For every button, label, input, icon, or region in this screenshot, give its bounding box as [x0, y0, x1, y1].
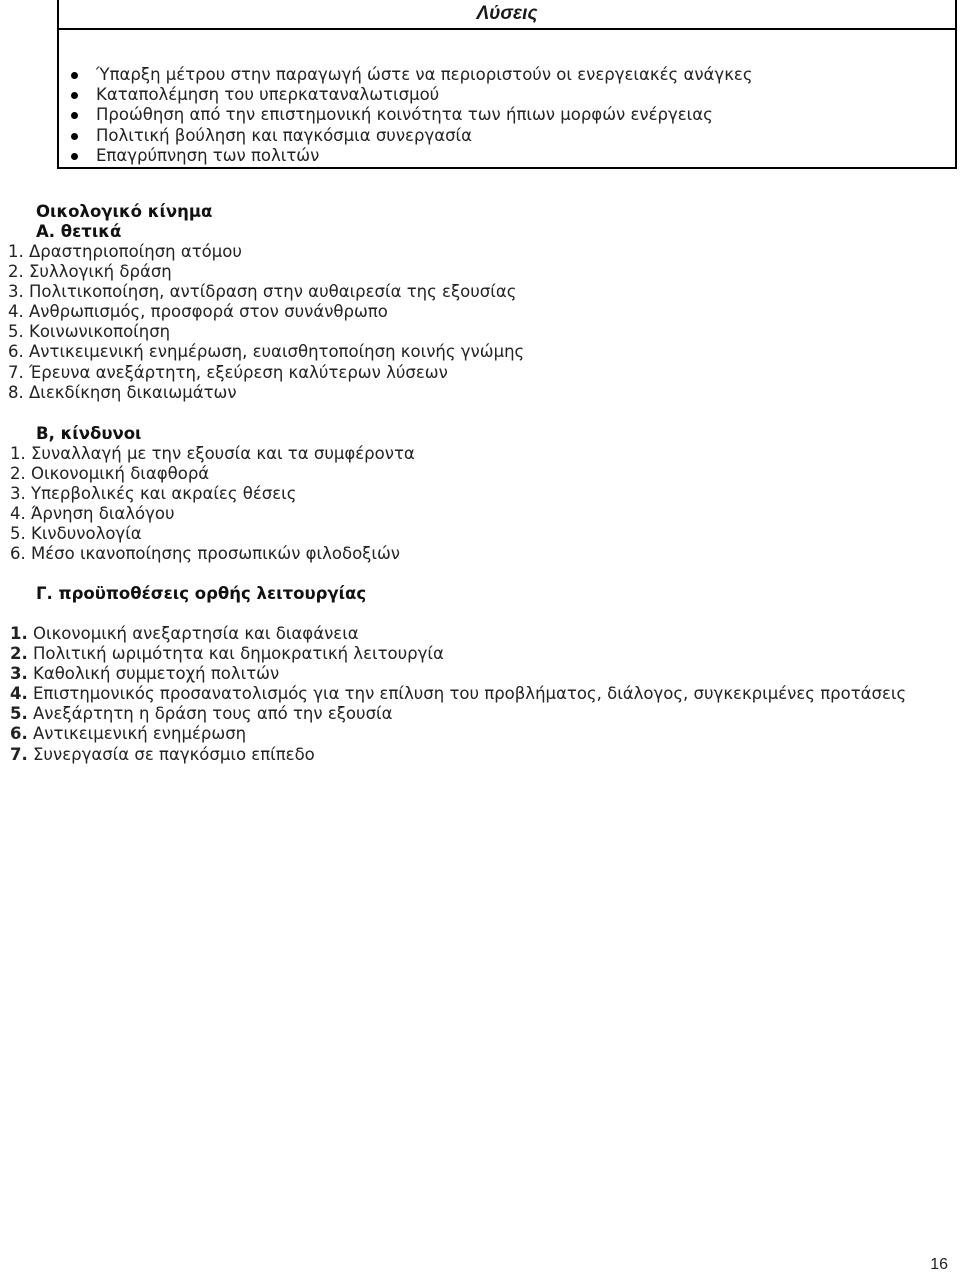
list-item: 3. Πολιτικοποίηση, αντίδραση στην αυθαιρεσία της εξουσίας: [8, 282, 517, 302]
list-item: 5. Κινδυνολογία: [10, 524, 142, 544]
list-item: 6. Αντικειμενική ενημέρωση, ευαισθητοποίηση κοινής γνώμης: [8, 342, 525, 362]
section-subtitle: Α. θετικά: [36, 222, 122, 241]
section-title: Γ. προϋποθέσεις ορθής λειτουργίας: [36, 584, 367, 603]
list-item: Επαγρύπνηση των πολιτών: [59, 146, 955, 166]
prerequisites-list: [0, 624, 960, 765]
list-item: 7. Έρευνα ανεξάρτητη, εξεύρεση καλύτερων λύσεων: [8, 362, 448, 382]
list-item: Προώθηση από την επιστημονική κοινότητα των ήπιων μορφών ενέργειας: [59, 105, 955, 125]
list-item: 2. Οικονομική διαφθορά: [10, 464, 210, 484]
list-item: 4. Επιστημονικός προσανατολισμός για την επίλυση του προβλήματος, διάλογος, συγκεκριμένες προτάσεις: [10, 684, 907, 704]
page-number: 16: [930, 1256, 948, 1273]
section-title: Β, κίνδυνοι: [36, 424, 142, 443]
bullet-icon: [71, 112, 78, 119]
solutions-table: [57, 0, 957, 169]
bullet-icon: [71, 133, 78, 140]
solutions-bullet-list: [59, 65, 955, 166]
table-header: Λύσεις: [59, 0, 955, 30]
list-item: 5. Κοινωνικοποίηση: [8, 322, 171, 342]
list-item: 1. Δραστηριοποίηση ατόμου: [8, 242, 242, 261]
bullet-icon: [71, 92, 78, 99]
list-item: 2. Πολιτική ωριμότητα και δημοκρατική λειτουργία: [10, 644, 444, 664]
list-item: 1. Οικονομική ανεξαρτησία και διαφάνεια: [10, 624, 359, 643]
list-item: 6. Αντικειμενική ενημέρωση: [10, 724, 247, 744]
list-item: 5. Ανεξάρτητη η δράση τους από την εξουσία: [10, 704, 393, 724]
positive-list: [0, 242, 960, 403]
risks-list: [0, 444, 960, 565]
table-body: [59, 30, 955, 167]
bullet-icon: [71, 72, 78, 79]
list-item: Πολιτική βούληση και παγκόσμια συνεργασία: [59, 126, 955, 146]
list-item: 4. Ανθρωπισμός, προσφορά στον συνάνθρωπο: [8, 302, 388, 322]
list-item: 7. Συνεργασία σε παγκόσμιο επίπεδο: [10, 744, 315, 764]
list-item: Καταπολέμηση του υπερκαταναλωτισμού: [59, 85, 955, 105]
list-item: 2. Συλλογική δράση: [8, 262, 172, 282]
list-item: 6. Μέσο ικανοποίησης προσωπικών φιλοδοξιών: [10, 544, 400, 564]
list-item: 3. Καθολική συμμετοχή πολιτών: [10, 664, 280, 684]
section-risks: [0, 424, 960, 565]
list-item: 8. Διεκδίκηση δικαιωμάτων: [8, 382, 237, 402]
list-item: 4. Άρνηση διαλόγου: [10, 504, 175, 524]
bullet-icon: [71, 153, 78, 160]
section-positive: [0, 202, 960, 403]
list-item: 1. Συναλλαγή με την εξουσία και τα συμφέροντα: [10, 444, 415, 463]
section-prerequisites: [0, 584, 960, 765]
section-title: Οικολογικό κίνημα: [36, 202, 213, 221]
list-item: 3. Υπερβολικές και ακραίες θέσεις: [10, 484, 297, 504]
list-item: Ύπαρξη μέτρου στην παραγωγή ώστε να περιοριστούν οι ενεργειακές ανάγκες: [59, 65, 955, 85]
